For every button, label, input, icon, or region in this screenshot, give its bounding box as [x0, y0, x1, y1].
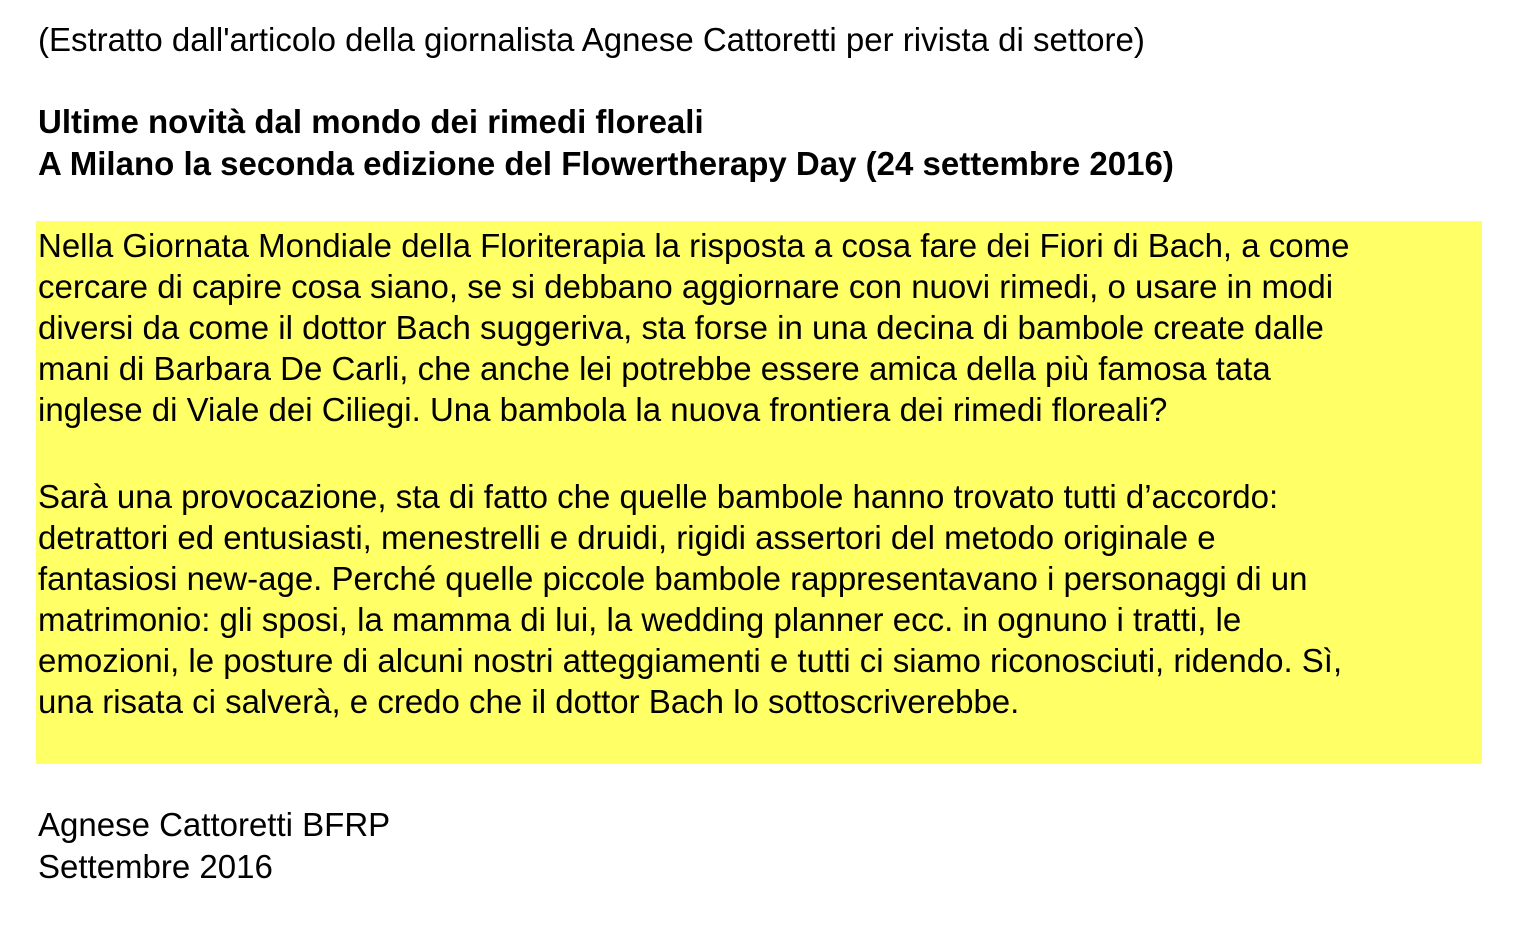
text-line: cercare di capire cosa siano, se si debbano aggiornare con nuovi rimedi, o usare in modi	[38, 268, 1334, 305]
text-line: Nella Giornata Mondiale della Floriterapia la risposta a cosa fare dei Fiori di Bach, a come	[38, 227, 1350, 264]
body-paragraph-1	[38, 225, 1349, 430]
text-line: diversi da come il dottor Bach suggeriva, sta forse in una decina di bambole create dalle	[38, 309, 1324, 346]
text-line: Sarà una provocazione, sta di fatto che quelle bambole hanno trovato tutti d’accordo:	[38, 478, 1279, 515]
body-paragraph-2	[38, 476, 1342, 722]
text-line: detrattori ed entusiasti, menestrelli e druidi, rigidi assertori del metodo originale e	[38, 519, 1216, 556]
intro-note: (Estratto dall'articolo della giornalista Agnese Cattoretti per rivista di settore)	[38, 21, 1145, 58]
headline-title: Ultime novità dal mondo dei rimedi floreali	[38, 103, 704, 140]
text-line: una risata ci salverà, e credo che il dottor Bach lo sottoscriverebbe.	[38, 683, 1020, 720]
author-name: Agnese Cattoretti BFRP	[38, 806, 391, 843]
text-line: emozioni, le posture di alcuni nostri atteggiamenti e tutti ci siamo riconosciuti, ridendo. Sì,	[38, 642, 1343, 679]
text-line: fantasiosi new-age. Perché quelle piccole bambole rappresentavano i personaggi di un	[38, 560, 1308, 597]
text-line: matrimonio: gli sposi, la mamma di lui, la wedding planner ecc. in ognuno i tratti, le	[38, 601, 1242, 638]
headline-subtitle: A Milano la seconda edizione del Flowertherapy Day (24 settembre 2016)	[38, 145, 1174, 182]
signature-block	[38, 804, 390, 888]
text-line: mani di Barbara De Carli, che anche lei potrebbe essere amica della più famosa tata	[38, 350, 1271, 387]
signature-date: Settembre 2016	[38, 848, 273, 885]
text-line: inglese di Viale dei Ciliegi. Una bambola la nuova frontiera dei rimedi floreali?	[38, 391, 1168, 428]
article-headline	[38, 101, 1174, 185]
